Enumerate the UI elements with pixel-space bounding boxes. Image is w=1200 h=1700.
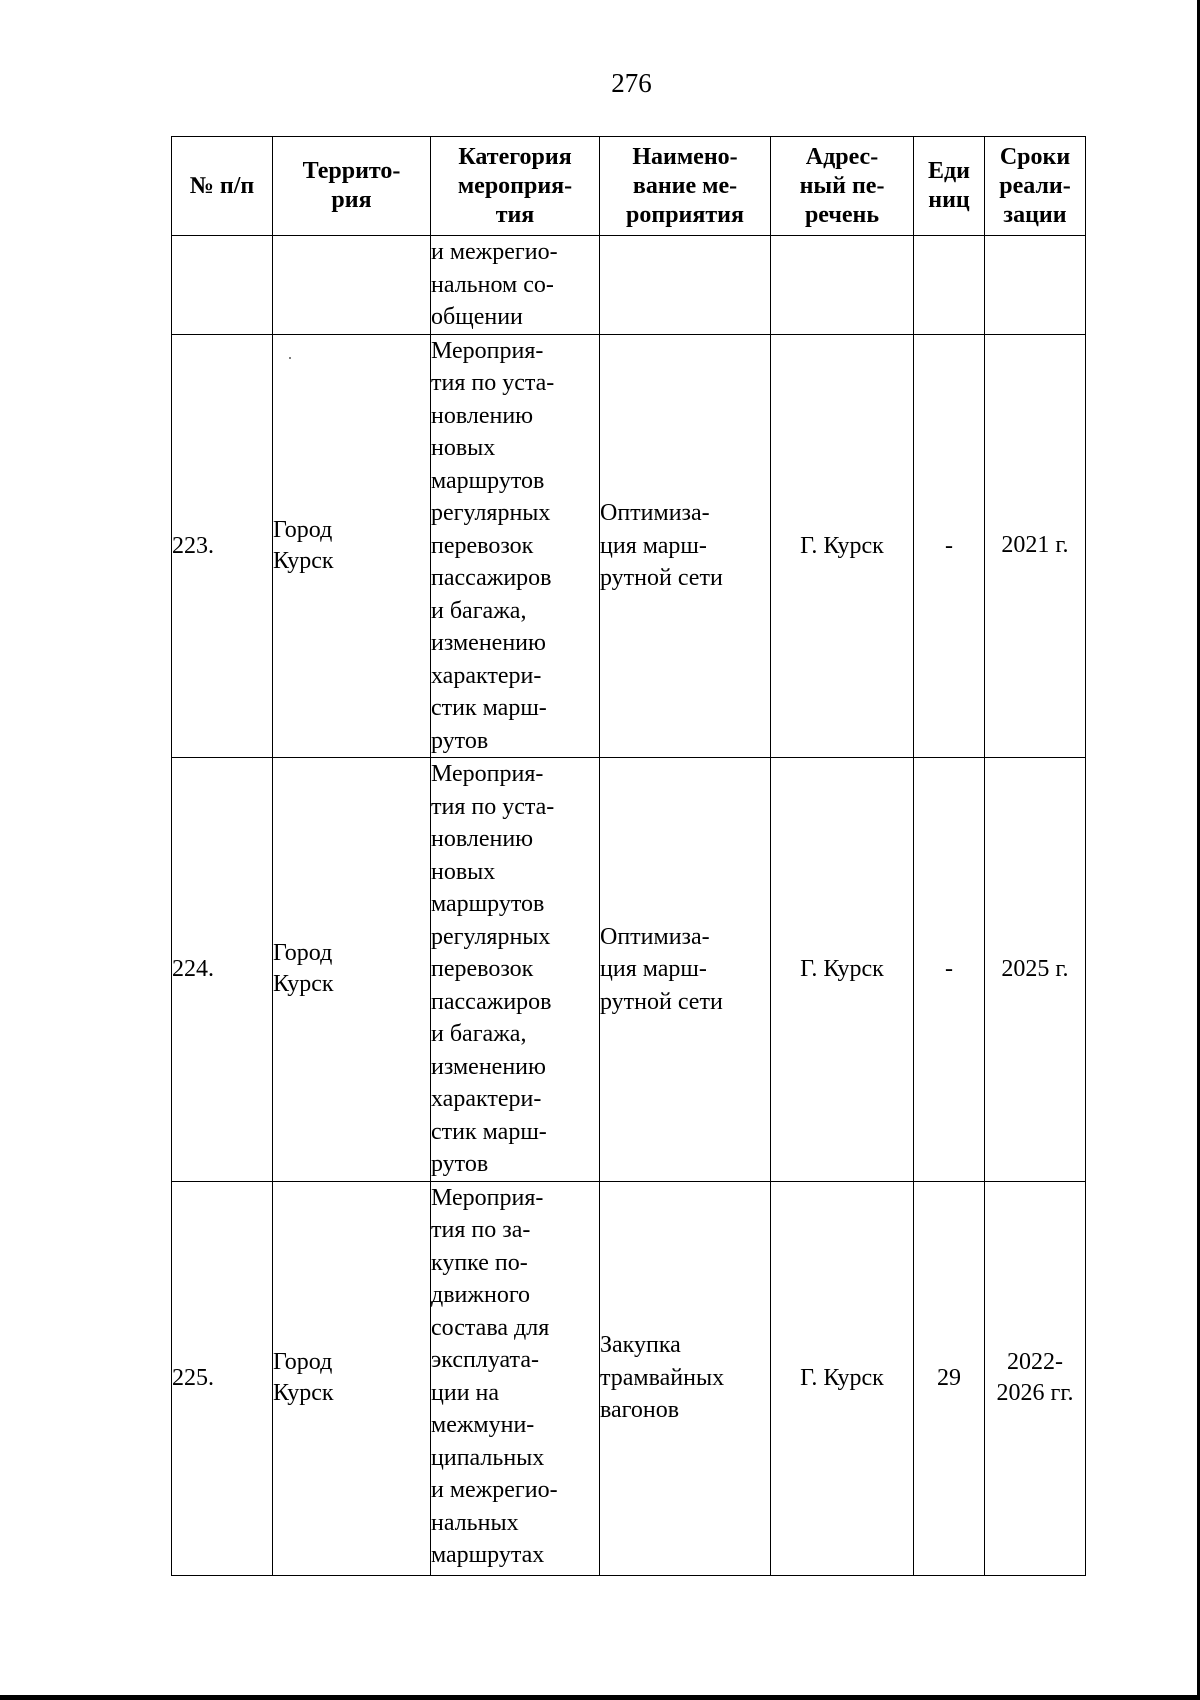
cell-name: Закупка трамвайных вагонов bbox=[600, 1181, 771, 1575]
cell-address: Г. Курск bbox=[771, 1181, 914, 1575]
cell-term: 2022- 2026 гг. bbox=[985, 1181, 1086, 1575]
cell-name: Оптимиза- ция марш- рутной сети bbox=[600, 334, 771, 758]
cell-num: 225. bbox=[172, 1181, 273, 1575]
cell-term bbox=[985, 236, 1086, 335]
cell-category: Мероприя- тия по уста- новлению новых маршрутов регулярных перевозок пассажиров и багажа, изменению характери- стик марш- рутов bbox=[431, 758, 600, 1182]
header-address: Адрес- ный пе- речень bbox=[771, 137, 914, 236]
scan-edge-bottom bbox=[0, 1695, 1200, 1700]
cell-term: 2025 г. bbox=[985, 758, 1086, 1182]
cell-address: Г. Курск bbox=[771, 758, 914, 1182]
scan-speck bbox=[289, 357, 291, 359]
table-row bbox=[172, 236, 1086, 335]
cell-num: 224. bbox=[172, 758, 273, 1182]
header-units: Еди ниц bbox=[914, 137, 985, 236]
page-number: 276 bbox=[611, 68, 652, 98]
cell-name bbox=[600, 236, 771, 335]
cell-name: Оптимиза- ция марш- рутной сети bbox=[600, 758, 771, 1182]
header-term: Сроки реали- зации bbox=[985, 137, 1086, 236]
cell-category: Мероприя- тия по за- купке по- движного состава для эксплуата- ции на межмуни- ципальных и межрегио- нальных маршрутах bbox=[431, 1181, 600, 1575]
cell-term: 2021 г. bbox=[985, 334, 1086, 758]
cell-territory bbox=[273, 236, 431, 335]
table-row bbox=[172, 334, 1086, 758]
activities-table bbox=[171, 136, 1086, 1576]
cell-territory: Город Курск bbox=[273, 1181, 431, 1575]
cell-category: Мероприя- тия по уста- новлению новых маршрутов регулярных перевозок пассажиров и багажа, изменению характери- стик марш- рутов bbox=[431, 334, 600, 758]
header-territory: Террито- рия bbox=[273, 137, 431, 236]
cell-territory: Город Курск bbox=[273, 334, 431, 758]
cell-num bbox=[172, 236, 273, 335]
cell-units: - bbox=[914, 334, 985, 758]
cell-address: Г. Курск bbox=[771, 334, 914, 758]
table-row bbox=[172, 1181, 1086, 1575]
cell-units bbox=[914, 236, 985, 335]
header-name: Наимено- вание ме- роприятия bbox=[600, 137, 771, 236]
cell-address bbox=[771, 236, 914, 335]
table-row bbox=[172, 758, 1086, 1182]
cell-units: 29 bbox=[914, 1181, 985, 1575]
header-category: Категория мероприя- тия bbox=[431, 137, 600, 236]
cell-territory: Город Курск bbox=[273, 758, 431, 1182]
cell-num: 223. bbox=[172, 334, 273, 758]
header-num: № п/п bbox=[172, 137, 273, 236]
cell-category: и межрегио- нальном со- общении bbox=[431, 236, 600, 335]
cell-units: - bbox=[914, 758, 985, 1182]
header-row bbox=[172, 137, 1086, 236]
